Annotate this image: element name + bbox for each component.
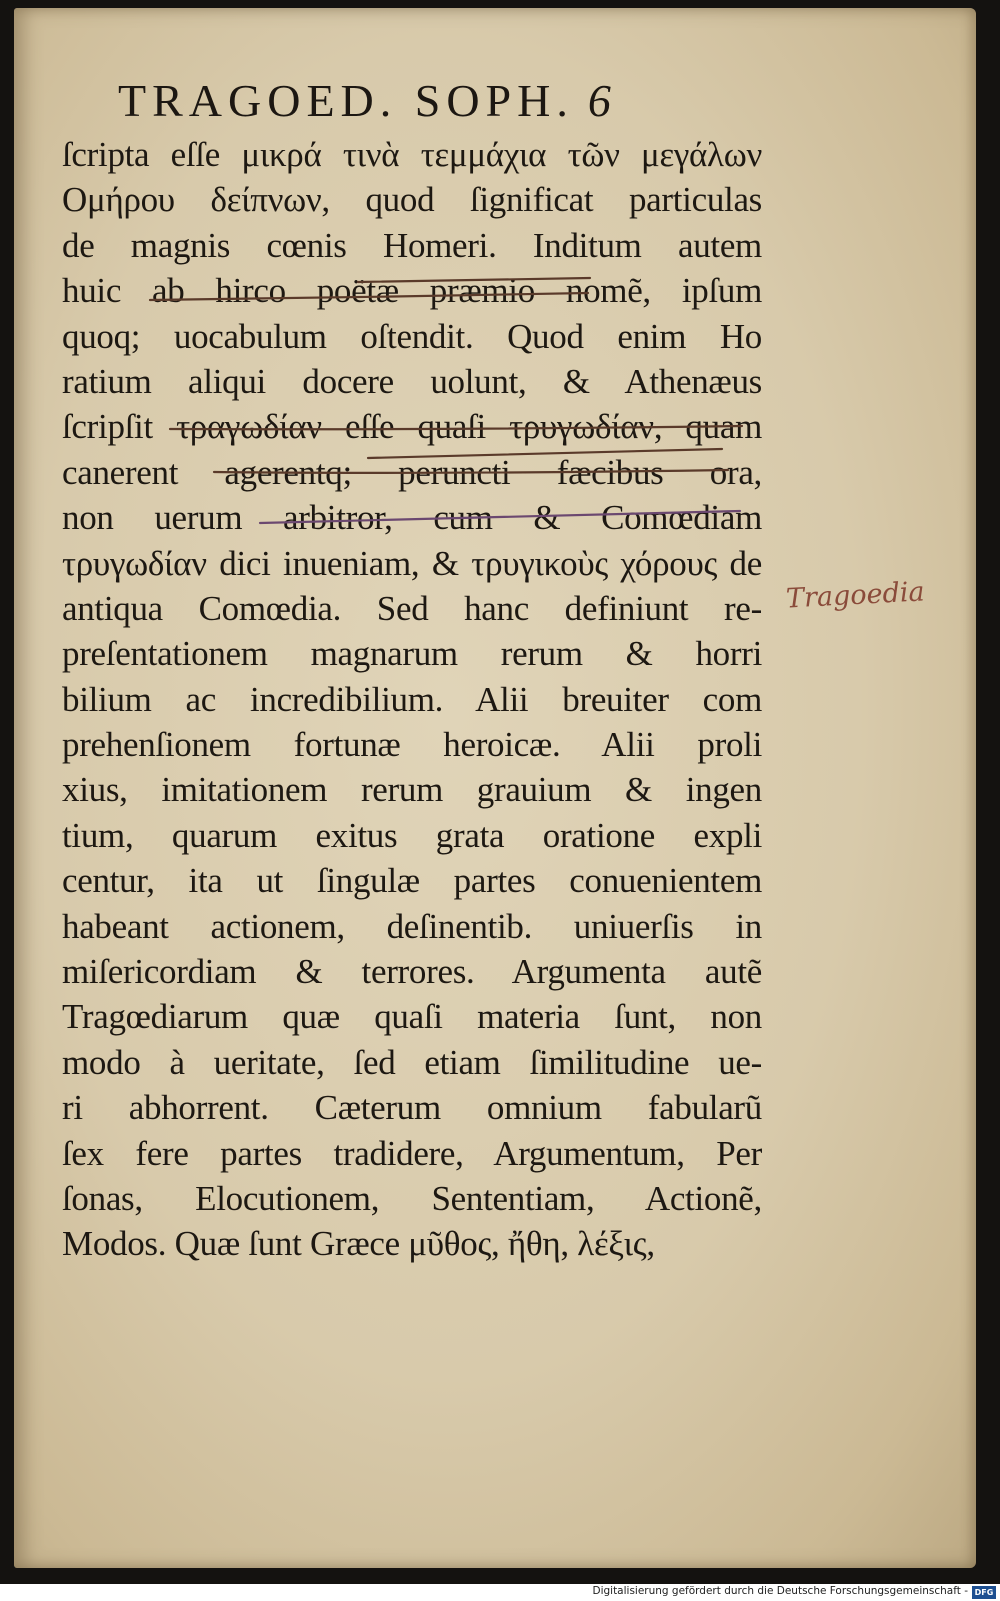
main-text: [62, 132, 762, 1267]
text-line: ſex fere partes tradidere, Argumentum, Per: [62, 1133, 762, 1173]
text-line: miſericordiam & terrores. Argumenta autẽ: [62, 952, 762, 992]
dfg-logo-icon: DFG: [972, 1586, 996, 1599]
text-line: huic ab hirco poëtæ præmio nomẽ, ipſum: [62, 271, 762, 311]
handwritten-margin-note: Tragoedia: [785, 576, 926, 615]
text-line: ri abhorrent. Cæterum omnium fabularũ: [62, 1088, 762, 1128]
running-head: [118, 74, 611, 127]
text-line: Modos. Quæ ſunt Græce μῦθος, ἤθη, λέξις,: [62, 1224, 655, 1264]
text-line: antiqua Comœdia. Sed hanc definiunt re-: [62, 588, 762, 628]
digitization-footer: [0, 1584, 1000, 1601]
text-line: τρυγωδίαν dici inueniam, & τρυγικοὺς χόρους de: [62, 543, 762, 583]
text-line: tium, quarum exitus grata oratione expli: [62, 815, 762, 855]
text-line: centur, ita ut ſingulæ partes conuenientem: [62, 861, 762, 901]
text-line: modo à ueritate, ſed etiam ſimilitudine ue-: [62, 1042, 762, 1082]
text-line: quoq; uocabulum oſtendit. Quod enim Ho: [62, 316, 762, 356]
text-line: habeant actionem, deſinentib. uniuerſis in: [62, 906, 762, 946]
footer-credit: Digitalisierung gefördert durch die Deutsche Forschungsgemeinschaft -: [592, 1585, 968, 1597]
text-line: de magnis cœnis Homeri. Inditum autem: [62, 225, 762, 265]
text-line: bilium ac incredibilium. Alii breuiter com: [62, 679, 762, 719]
text-line: Tragœdiarum quæ quaſi materia ſunt, non: [62, 997, 762, 1037]
text-line: ratium aliqui docere uolunt, & Athenæus: [62, 361, 762, 401]
text-line: ſonas, Elocutionem, Sententiam, Actionẽ,: [62, 1178, 762, 1218]
text-line: Ομήρου δείπνων, quod ſignificat particulas: [62, 180, 762, 220]
text-line: ſcripſit τραγωδίαν eſſe quaſi τρυγωδίαν, quam: [62, 407, 762, 447]
text-line: prehenſionem fortunæ heroicæ. Alii proli: [62, 725, 762, 765]
text-line: preſentationem magnarum rerum & horri: [62, 634, 762, 674]
text-line: ſcripta eſſe μικρά τινὰ τεμμάχια τῶν μεγάλων: [62, 135, 762, 174]
text-line: xius, imitationem rerum grauium & ingen: [62, 770, 762, 810]
text-line: canerent agerentq; peruncti fæcibus ora,: [62, 452, 762, 492]
folio-number: 6: [587, 75, 611, 126]
text-line: non uerum arbitror, cum & Comœdiam: [62, 498, 762, 538]
running-head-title: TRAGOED. SOPH.: [118, 75, 574, 126]
book-page: [14, 8, 976, 1568]
